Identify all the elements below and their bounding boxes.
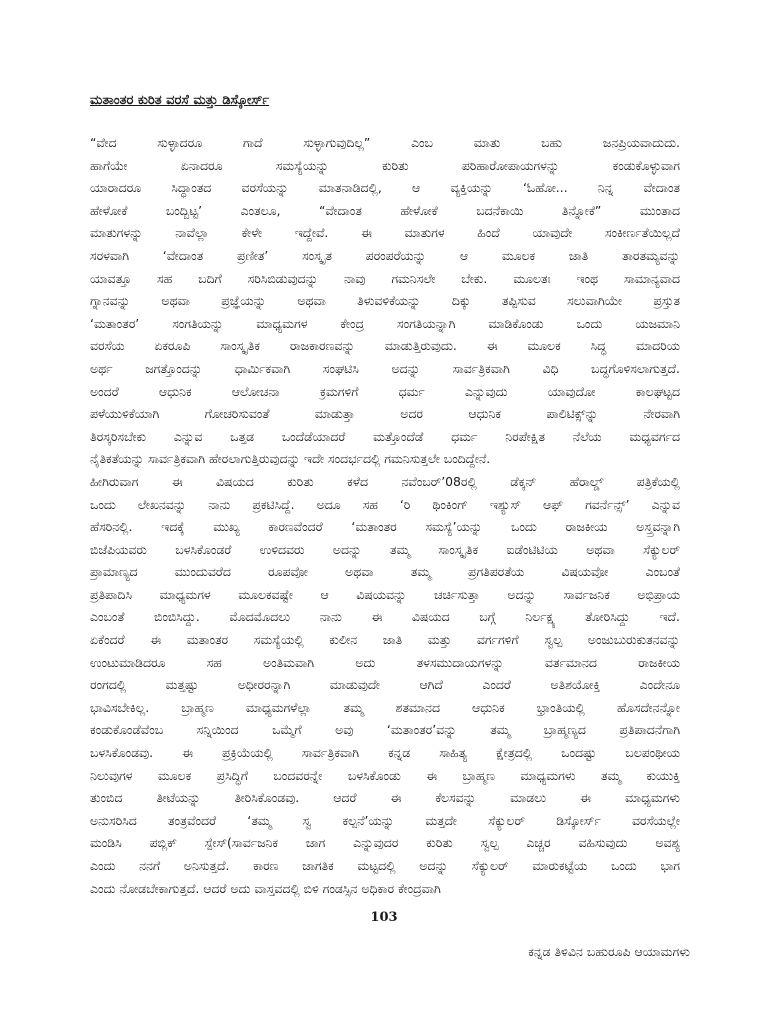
body-line: ವರಸೆಯ ಏಕರೂಪಿ ಸಾಂಸ್ಕೃತಿಕ ರಾಜಕಾರಣವನ್ನು ಮಾಡುತ್ತಿರುವುದು. ಈ ಮೂಲಕ ಸಿದ್ಧ ಮಾದರಿಯ — [90, 338, 680, 354]
body-line: ಕಂಡುಕೊಂಡೆವೆಂಬ ಸನ್ನಿಯಿಂದ ಒಮ್ಮೆಗೆ ಅವು ‘ಮತಾಂತರ’ವನ್ನು ತಮ್ಮ ಬ್ರಾಹ್ಮಣ್ಯದ ಪ್ರತಿಪಾದನೆಗಾಗಿ — [90, 722, 680, 738]
body-line: ಪಳೆಯುಳಿಕೆಯಾಗಿ ಗೋಚರಿಸುವಂತೆ ಮಾಡುತ್ತಾ ಅದರ ಆಧುನಿಕ ಪಾಲಿಟಿಕ್ಸ್‌ನ್ನು ನೇರವಾಗಿ — [90, 406, 680, 422]
page-number: 103 — [370, 910, 398, 925]
body-line: ಅರ್ಥ ಜಗತ್ತೊಂದನ್ನು ಧಾರ್ಮಿಕವಾಗಿ ಸಂಘಟಿಸಿ ಅದನ್ನು ಸಾರ್ವತ್ರಿಕವಾಗಿ ವಿಧಿ ಬದ್ಧಗೊಳಿಸಲಾಗುತ್ತದೆ. — [90, 360, 680, 376]
body-line: ಯಾವತ್ತೂ ಸಹ ಬದಿಗೆ ಸರಿಸಿಬಿಡುವುದನ್ನು ನಾವು ಗಮನಿಸಲೇ ಬೇಕು. ಮೂಲತಃ ಇಂಥ ಸಾಮಾನ್ಯವಾದ — [90, 270, 680, 286]
footer-book-title: ಕನ್ನಡ ತಿಳಿವಿನ ಬಹುರೂಪಿ ಆಯಾಮಗಳು — [528, 944, 690, 959]
body-line: ಉಂಟುಮಾಡಿದರೂ ಸಹ ಅಂತಿಮವಾಗಿ ಅದು ತಳಸಮುದಾಯಗಳನ್ನು ವರ್ತಮಾನದ ರಾಜಕೀಯ — [90, 654, 680, 670]
body-line: ಹೇಳೋಕೆ ಬಂದ್ಬಿಟ್ಟ’ ಎಂತಲೂ, “ವೇದಾಂತ ಹೇಳೋಕೆ ಬದನೆಕಾಯಿ ತಿನ್ನೋಕೆ” ಮುಂತಾದ — [90, 202, 680, 218]
section-heading: ಮತಾಂತರ ಕುರಿತ ವರಸೆ ಮತ್ತು ಡಿಸ್ಕೋರ್ಸ್ — [90, 93, 270, 108]
body-line: ಬಿಜೆಪಿಯವರು ಬಳಸಿಕೊಂಡರೆ ಉಳಿದವರು ಅದನ್ನು ತಮ್ಮ ಸಾಂಸ್ಕೃತಿಕ ಐಡೆಂಟಿಟಿಯ ಅಥವಾ ಸೆಕ್ಯುಲರ್ — [90, 541, 680, 557]
body-line: ‘ಮತಾಂತರ’ ಸಂಗತಿಯನ್ನು ಮಾಧ್ಯಮಗಳ ಕೇಂದ್ರ ಸಂಗತಿಯನ್ನಾಗಿ ಮಾಡಿಕೊಂಡು ಒಂದು ಯಜಮಾನಿ — [90, 315, 680, 331]
body-line: ಭಾವಿಸಬೇಕಿಲ್ಲ. ಬ್ರಾಹ್ಮಣ ಮಾಧ್ಯಮಗಳೆಲ್ಲಾ ತಮ್ಮ ಶತಮಾನದ ಆಧುನಿಕ ಭ್ರಾಂತಿಯಲ್ಲಿ ಹೊಸದೇನನ್ನೋ — [90, 699, 680, 715]
body-line: ಏಕೆಂದರೆ ಈ ಮತಾಂತರ ಸಮಸ್ಯೆಯಲ್ಲಿ ಕುಲೀನ ಜಾತಿ ಮತ್ತು ವರ್ಗಗಳಿಗೆ ಸ್ವಲ್ಪ ಅಂಜುಬುರುಕುತನವನ್ನು — [90, 632, 680, 648]
body-line: “ವೇದ ಸುಳ್ಳಾದರೂ ಗಾದೆ ಸುಳ್ಳಾಗುವುದಿಲ್ಲ” ಎಂಬ ಮಾತು ಬಹು ಜನಪ್ರಿಯವಾದುದು. — [90, 135, 680, 150]
body-line: ಅನುಸರಿಸಿದ ತಂತ್ರವೆಂದರೆ ‘ತಮ್ಮ ಸ್ವ ಕಲ್ಪನೆ’ಯನ್ನು ಮತ್ತದೇ ಸೆಕ್ಯುಲರ್ ಡಿಸ್ಕೋರ್ಸ್ ವರಸೆಯಲ್ಲೇ — [90, 812, 680, 828]
body-line: ಸರಳವಾಗಿ ‘ವೇದಾಂತ ಪ್ರಣೀತ’ ಸಂಸ್ಕೃತ ಪರಂಪರೆಯನ್ನು ಆ ಮೂಲಕ ಜಾತಿ ತಾರತಮ್ಯವನ್ನು — [90, 247, 680, 263]
body-line: ನಿಲುವುಗಳ ಮೂಲಕ ಪ್ರಸಿದ್ಧಿಗೆ ಬಂದವರನ್ನೇ ಬಳಸಿಕೊಂಡು ಈ ಬ್ರಾಹ್ಮಣ ಮಾಧ್ಯಮಗಳು ತಮ್ಮ ಕುಯುಕ್ತಿ — [90, 767, 680, 783]
body-line: ಎಂಬಂತೆ ಬಿಂಬಿಸಿದ್ದು. ಮೊದಮೊದಲು ನಾನು ಈ ವಿಷಯದ ಬಗ್ಗೆ ನಿರ್ಲಕ್ಷ್ಯ ತೋರಿಸಿದ್ದು ಇದೆ. — [90, 609, 680, 625]
body-line: ಎಂದು ನೋಡಬೇಕಾಗುತ್ತದೆ. ಆದರೆ ಅದು ವಾಸ್ತವದಲ್ಲಿ ಬಿಳಿ ಗಂಡಸ್ಸಿನ ಅಧಿಕಾರ ಕೇಂದ್ರವಾಗಿ — [90, 880, 441, 896]
body-line: ಹೆಸರಿನಲ್ಲಿ. ಇದಕ್ಕೆ ಮುಖ್ಯ ಕಾರಣವೆಂದರೆ ‘ಮತಾಂತರ ಸಮಸ್ಯೆ’ಯನ್ನು ಒಂದು ರಾಜಕೀಯ ಅಸ್ತ್ರವನ್ನಾಗಿ — [90, 519, 680, 535]
body-line: ಒಂದು ಲೇಖನವನ್ನು ನಾನು ಪ್ರಕಟಿಸಿದ್ದೆ. ಅದೂ ಸಹ ‘ರಿ ಥಿಂಕಿಂಗ್ ಇಶ್ಯುಸ್ ಆಫ್ ಗವರ್ನೆನ್ಸ್’ ಎನ್ನುವ — [90, 496, 680, 512]
body-line: ಮಂಡಿಸಿ ಪಬ್ಲಿಕ್ ಸ್ಪೇಸ್(ಸಾರ್ವಜನಿಕ ಜಾಗ ಎನ್ನುವುದರ ಕುರಿತು ಸ್ವಲ್ಪ ಎಚ್ಚರ ವಹಿಸುವುದು ಅವಶ್ಯ — [90, 835, 680, 851]
body-line: ಪ್ರಾಮಾಣ್ಯದ ಮುಂದುವರೆದ ರೂಪವೋ ಅಥವಾ ತಮ್ಮ ಪ್ರಗತಿಪರತೆಯ ವಿಷಯವೋ ಎಂಬಂತೆ — [90, 564, 680, 580]
body-line: ತುಂಬಿದ ತೀಟೆಯನ್ನು ತೀರಿಸಿಕೊಂಡವು. ಆದರೆ ಈ ಕೆಲಸವನ್ನು ಮಾಡಲು ಈ ಮಾಧ್ಯಮಗಳು — [90, 790, 680, 806]
body-line: ಹಾಗೆಯೇ ಏನಾದರೂ ಸಮಸ್ಯೆಯನ್ನು ಕುರಿತು ಪರಿಹಾರೋಪಾಯಗಳನ್ನು ಕಂಡುಕೊಳ್ಳುವಾಗ — [90, 157, 680, 173]
body-line: ಎಂದು ನನಗೆ ಅನಿಸುತ್ತದೆ. ಕಾರಣ ಜಾಗತಿಕ ಮಟ್ಟದಲ್ಲಿ ಅದನ್ನು ಸೆಕ್ಯುಲರ್ ಮಾರುಕಟ್ಟೆಯ ಒಂದು ಭಾಗ — [90, 858, 680, 873]
body-line: ರಂಗದಲ್ಲಿ ಮತ್ತಷ್ಟು ಅಧೀರರನ್ನಾಗಿ ಮಾಡುವುದೇ ಆಗಿದೆ ಎಂದರೆ ಅತಿಶಯೋಕ್ತಿ ಎಂದೇನೂ — [90, 677, 680, 693]
body-line: ಮಾತುಗಳನ್ನು ನಾವೆಲ್ಲಾ ಕೇಳೇ ಇದ್ದೇವೆ. ಈ ಮಾತುಗಳ ಹಿಂದೆ ಯಾವುದೇ ಸಂಕೀರ್ಣತೆಯಿಲ್ಲದೆ — [90, 225, 680, 241]
body-line: ಬಳಸಿಕೊಂಡವು. ಈ ಪ್ರಕ್ರಿಯೆಯಲ್ಲಿ ಸಾರ್ವತ್ರಿಕವಾಗಿ ಕನ್ನಡ ಸಾಹಿತ್ಯ ಕ್ಷೇತ್ರದಲ್ಲಿ ಒಂದಷ್ಟು ಬಲಪಂಥೀಯ — [90, 745, 680, 761]
body-line: ಹೀಗಿರುವಾಗ ಈ ವಿಷಯದ ಕುರಿತು ಕಳೆದ ನವೆಂಬರ್’08ರಲ್ಲಿ ಡೆಕ್ಕನ್ ಹೆರಾಲ್ಡ್ ಪತ್ರಿಕೆಯಲ್ಲಿ — [90, 473, 680, 489]
body-line: ಅಂದರೆ ಆಧುನಿಕ ಆಲೋಚನಾ ಕ್ರಮಗಳಿಗೆ ಧರ್ಮ ಎನ್ನುವುದು ಯಾವುದೋ ಕಾಲಘಟ್ಟದ — [90, 383, 680, 399]
body-line: ತಿರಸ್ಕರಿಸಬೇಕು ಎನ್ನುವ ಒತ್ತಡ ಒಂದೆಡೆಯಾದರೆ ಮತ್ತೊಂದೆಡೆ ಧರ್ಮ ನಿರಪೇಕ್ಷಿತ ನೆಲೆಯ ಮಧ್ಯವರ್ಗದ — [90, 428, 680, 444]
body-text — [90, 132, 680, 900]
body-line: ಪ್ರತಿಪಾದಿಸಿ ಮಾಧ್ಯಮಗಳ ಮೂಲಕವಷ್ಟೇ ಆ ವಿಷಯವನ್ನು ಚರ್ಚಿಸುತ್ತಾ ಅದನ್ನು ಸಾರ್ವಜನಿಕ ಅಭಿಪ್ರಾಯ — [90, 586, 680, 602]
body-line: ಗ್ನಾನವನ್ನು ಅಥವಾ ಪ್ರಜ್ಞೆಯನ್ನು ಅಥವಾ ತಿಳುವಳಿಕೆಯನ್ನು ದಿಕ್ಕು ತಪ್ಪಿಸುವ ಸಲುವಾಗಿಯೇ ಪ್ರಸ್ತುತ — [90, 293, 680, 309]
body-line: ಯಾರಾದರೂ ಸಿದ್ಧಾಂತದ ವರಸೆಯನ್ನು ಮಾತನಾಡಿದಲ್ಲಿ, ಆ ವ್ಯಕ್ತಿಯನ್ನು ‘ಓಹೋ... ನಿನ್ನ ವೇದಾಂತ — [90, 180, 680, 196]
body-line: ನೈತಿಕತೆಯನ್ನು ಸಾರ್ವತ್ರಿಕವಾಗಿ ಹೇರಲಾಗುತ್ತಿರುವುದನ್ನು ಇದೇ ಸಂದರ್ಭದಲ್ಲಿ ಗಮನಿಸುತ್ತಲೇ ಬಂದಿದ್ದೇನೆ. — [90, 451, 491, 467]
